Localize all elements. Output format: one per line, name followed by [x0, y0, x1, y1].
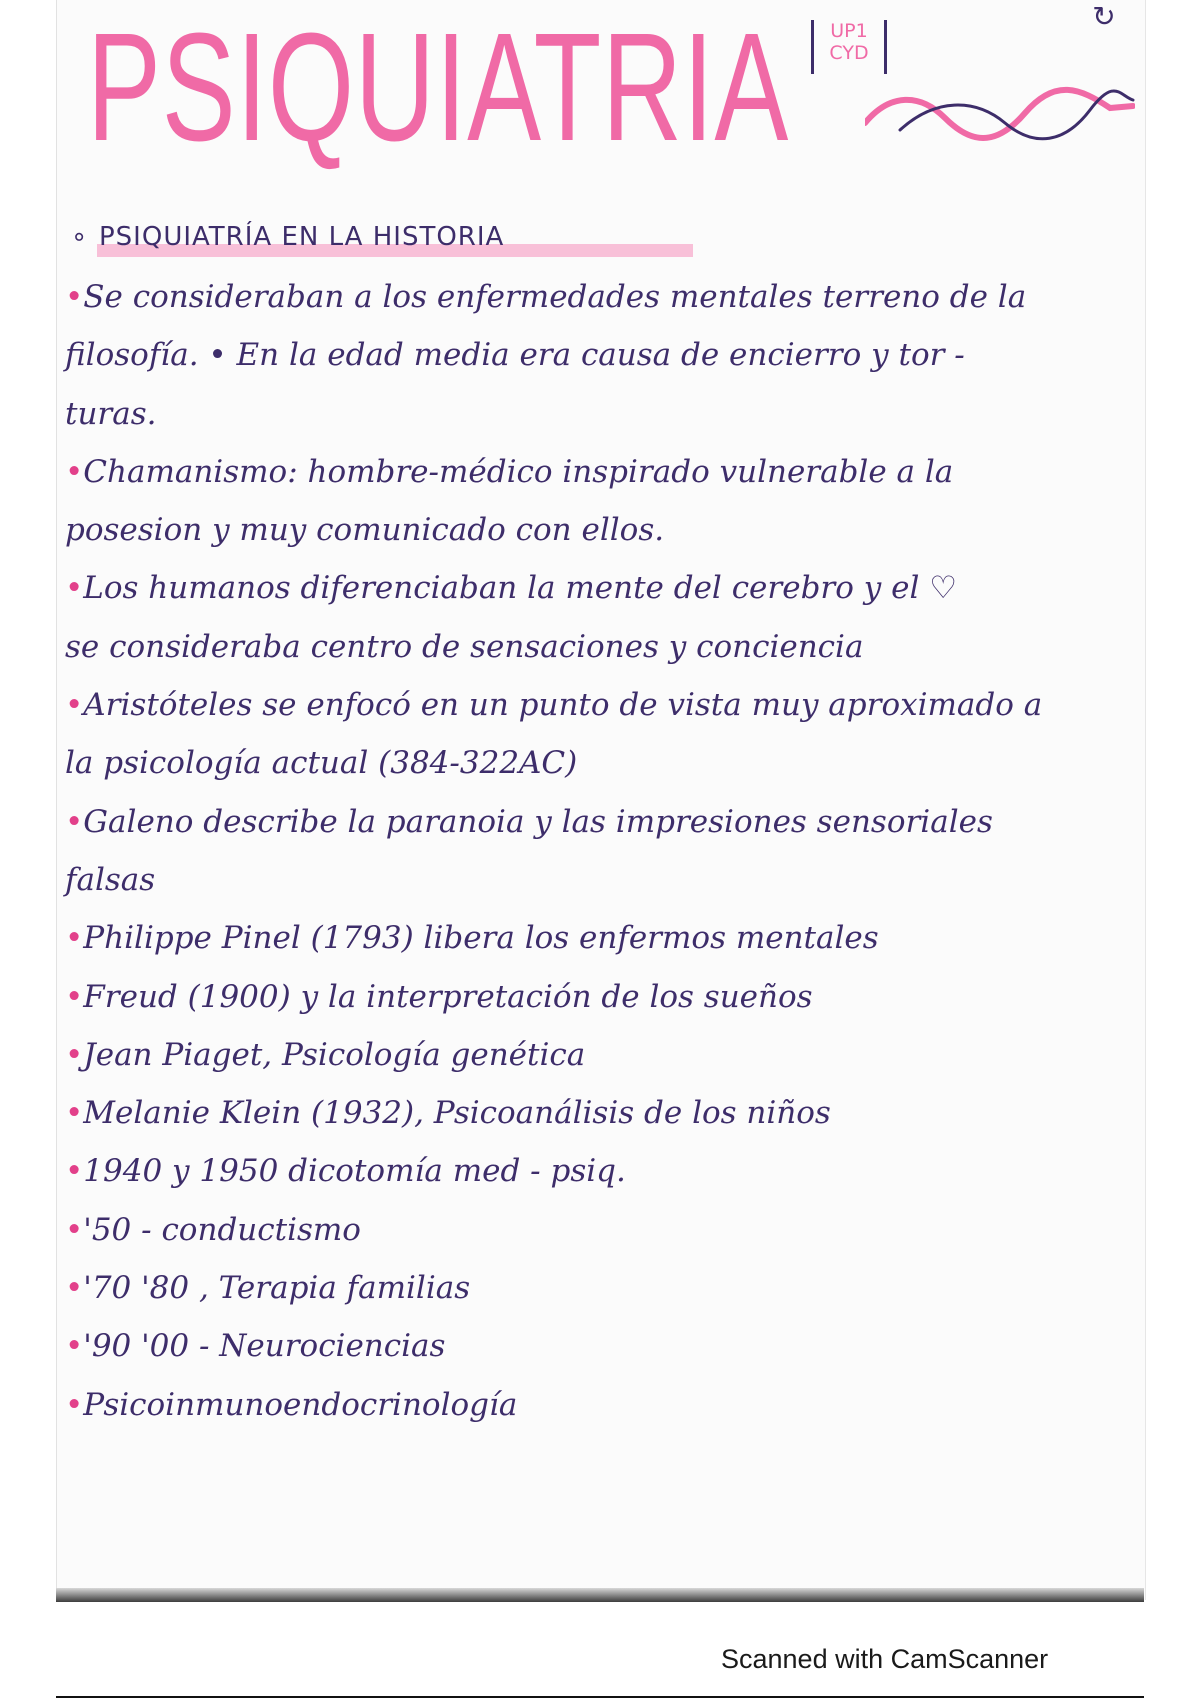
bullet-icon: • [65, 1036, 84, 1073]
note-line: filosofía. • En la edad media era causa de encierro y tor - [65, 337, 965, 374]
note-line: posesion y muy comunicado con ellos. [65, 512, 665, 549]
note-line: •Melanie Klein (1932), Psicoanálisis de los niños [65, 1095, 831, 1132]
page-title: PSIQUIATRIA [87, 1, 790, 173]
note-line: •'70 '80 , Terapia familias [65, 1270, 471, 1307]
note-line: se consideraba centro de sensaciones y conciencia [65, 628, 864, 665]
bullet-icon: • [65, 279, 84, 315]
note-line: •Los humanos diferenciaban la mente del cerebro y el ♡ [65, 570, 958, 607]
page-mark: ↻ [1092, 0, 1116, 33]
note-line: •Psicoinmunoendocrinología [65, 1386, 518, 1423]
bullet-icon: • [65, 570, 84, 607]
bullet-icon: • [65, 687, 84, 724]
section-heading-text: PSIQUIATRÍA EN LA HISTORIA [99, 222, 505, 252]
note-line: •Aristóteles se enfocó en un punto de vista muy aproximado a [65, 687, 1043, 724]
scanned-page [56, 0, 1146, 1600]
decorative-wave-icon [865, 78, 1135, 158]
bullet-icon: • [65, 1153, 84, 1190]
notes-body [65, 268, 1125, 1434]
bullet-icon: • [65, 1328, 84, 1365]
note-line: •'50 - conductismo [65, 1211, 361, 1248]
page-bottom-edge [56, 1588, 1144, 1602]
scanner-watermark: Scanned with CamScanner [721, 1644, 1049, 1674]
bullet-icon: • [65, 1211, 84, 1248]
note-line: falsas [65, 861, 156, 898]
bullet-icon: • [65, 978, 84, 1015]
note-line: •Jean Piaget, Psicología genética [65, 1036, 586, 1073]
course-code-box [811, 20, 887, 74]
course-code-line-2: CYD [829, 42, 869, 64]
note-line: •Freud (1900) y la interpretación de los sueños [65, 978, 813, 1015]
note-line: •Philippe Pinel (1793) libera los enfermos mentales [65, 920, 879, 957]
bullet-icon: • [65, 920, 84, 957]
note-line: •'90 '00 - Neurociencias [65, 1328, 446, 1365]
note-line: la psicología actual (384-322AC) [65, 745, 578, 782]
note-line: •1940 y 1950 dicotomía med - psiq. [65, 1153, 626, 1190]
bottom-divider [56, 1696, 1144, 1698]
note-line: turas. [65, 395, 157, 432]
note-line: •Se consideraban a los enfermedades mentales terreno de la [65, 279, 1027, 315]
course-code-line-1: UP1 [830, 20, 868, 42]
note-line: •Chamanismo: hombre-médico inspirado vulnerable a la [65, 453, 954, 490]
section-bullet-icon: ∘ [71, 222, 89, 252]
bullet-icon: • [65, 453, 84, 490]
bullet-icon: • [65, 1270, 84, 1307]
bullet-icon: • [65, 1386, 84, 1423]
note-line: •Galeno describe la paranoia y las impresiones sensoriales [65, 803, 993, 840]
bullet-icon: • [65, 803, 84, 840]
bullet-icon: • [65, 1095, 84, 1132]
section-heading [71, 222, 504, 252]
